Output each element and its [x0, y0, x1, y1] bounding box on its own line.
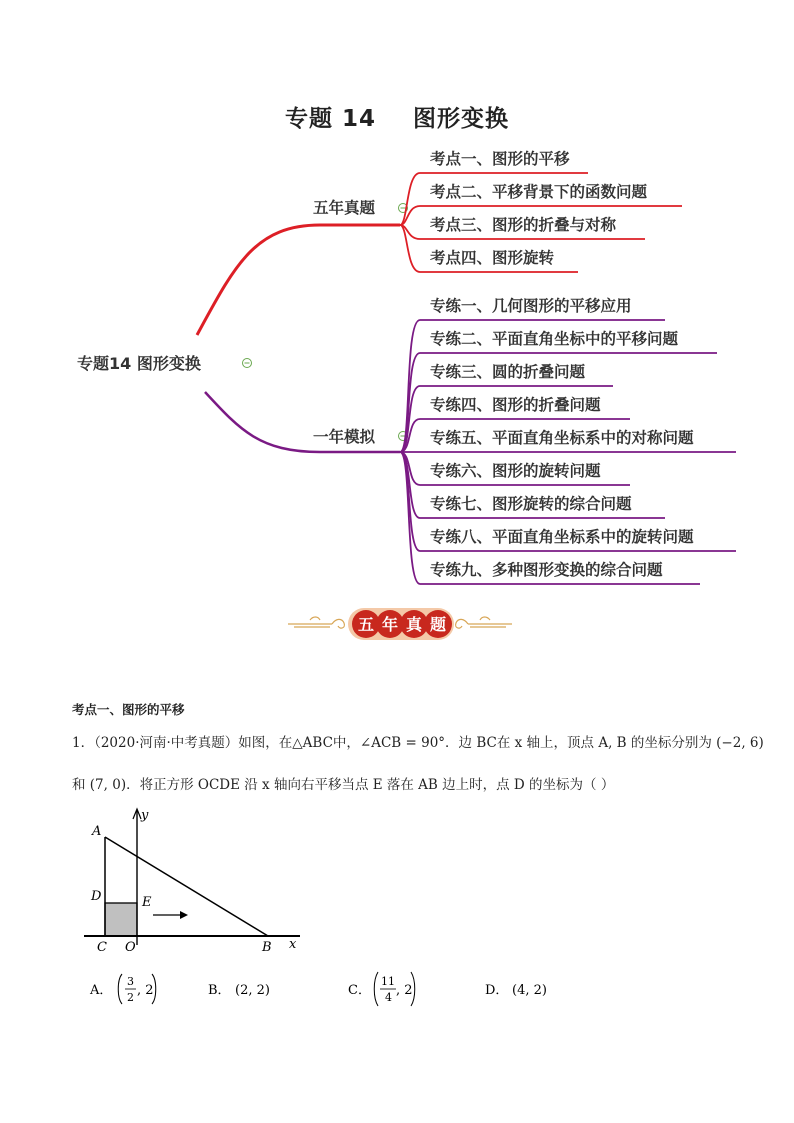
branch-label-five-year: 五年真题: [313, 199, 376, 217]
svg-text:A．: A．: [90, 983, 113, 998]
option-a[interactable]: [89, 974, 156, 1004]
svg-text:D．: D．: [485, 983, 509, 998]
square-ocde: [105, 903, 137, 936]
svg-text:, 2: , 2: [396, 983, 413, 998]
branch-connector-red: [197, 225, 400, 335]
mindmap-item[interactable]: 考点三、图形的折叠与对称: [430, 216, 617, 234]
mindmap-item[interactable]: 专练九、多种图形变换的综合问题: [430, 561, 663, 579]
title-number: 专题 14: [284, 106, 376, 132]
section-heading: 考点一、图形的平移: [72, 702, 185, 717]
label-o: O: [125, 940, 136, 955]
svg-text:, 2: , 2: [137, 983, 154, 998]
label-e: E: [142, 895, 152, 910]
mindmap-root: 专题14 图形变换: [77, 354, 201, 373]
mindmap-item[interactable]: 专练四、图形的折叠问题: [430, 396, 601, 414]
svg-text:(4, 2): (4, 2): [512, 983, 547, 998]
banner-left-ornament: [288, 617, 344, 628]
banner-char: 题: [429, 615, 447, 634]
mindmap-item[interactable]: 专练五、平面直角坐标系中的对称问题: [430, 429, 694, 447]
label-y: y: [141, 808, 149, 823]
option-d[interactable]: [485, 983, 547, 998]
root-collapse-icon[interactable]: [243, 359, 252, 368]
question-line-1: 1．（2020·河南·中考真题）如图，在△ABC中，∠ACB = 90°．边 BC在 x 轴上，顶点 A, B 的坐标分别为 (−2, 6): [72, 735, 764, 751]
option-b[interactable]: [208, 983, 270, 998]
branch-label-one-year: 一年模拟: [313, 428, 376, 446]
svg-text:4: 4: [385, 991, 392, 1004]
mindmap-item[interactable]: 考点一、图形的平移: [430, 150, 570, 168]
label-x: x: [289, 937, 297, 952]
mindmap-item[interactable]: 专练七、图形旋转的综合问题: [430, 495, 632, 513]
option-c[interactable]: [348, 972, 415, 1006]
svg-text:B．: B．: [208, 983, 231, 998]
banner-char: 年: [381, 615, 399, 634]
title-topic: 图形变换: [413, 106, 510, 132]
banner-right-ornament: [456, 617, 512, 628]
label-b: B: [262, 940, 272, 955]
arrow-head-icon: [180, 911, 188, 919]
mindmap-item[interactable]: 专练八、平面直角坐标系中的旋转问题: [430, 528, 694, 546]
svg-text:(2, 2): (2, 2): [235, 983, 270, 998]
label-d: D: [91, 889, 102, 904]
question-figure: [78, 805, 308, 955]
mindmap-item[interactable]: 考点二、平移背景下的函数问题: [430, 183, 648, 201]
mindmap-item[interactable]: 专练六、图形的旋转问题: [430, 462, 601, 480]
answer-options: [88, 966, 568, 1012]
banner-char: 真: [405, 615, 423, 634]
mindmap-item[interactable]: 专练一、几何图形的平移应用: [430, 297, 632, 315]
banner-char: 五: [357, 615, 375, 634]
section-banner: [280, 604, 520, 644]
svg-text:11: 11: [381, 975, 395, 988]
svg-text:3: 3: [127, 975, 134, 988]
svg-text:2: 2: [127, 991, 134, 1004]
label-a: A: [92, 824, 102, 839]
label-c: C: [97, 940, 107, 955]
svg-text:C．: C．: [348, 983, 371, 998]
mindmap-item[interactable]: 考点四、图形旋转: [430, 249, 555, 267]
question-line-2: 和 (7, 0)．将正方形 OCDE 沿 x 轴向右平移当点 E 落在 AB 边上时，点 D 的坐标为（ ）: [72, 777, 615, 793]
mindmap-item[interactable]: 专练三、圆的折叠问题: [430, 363, 586, 381]
mindmap-item[interactable]: 专练二、平面直角坐标中的平移问题: [430, 330, 679, 348]
